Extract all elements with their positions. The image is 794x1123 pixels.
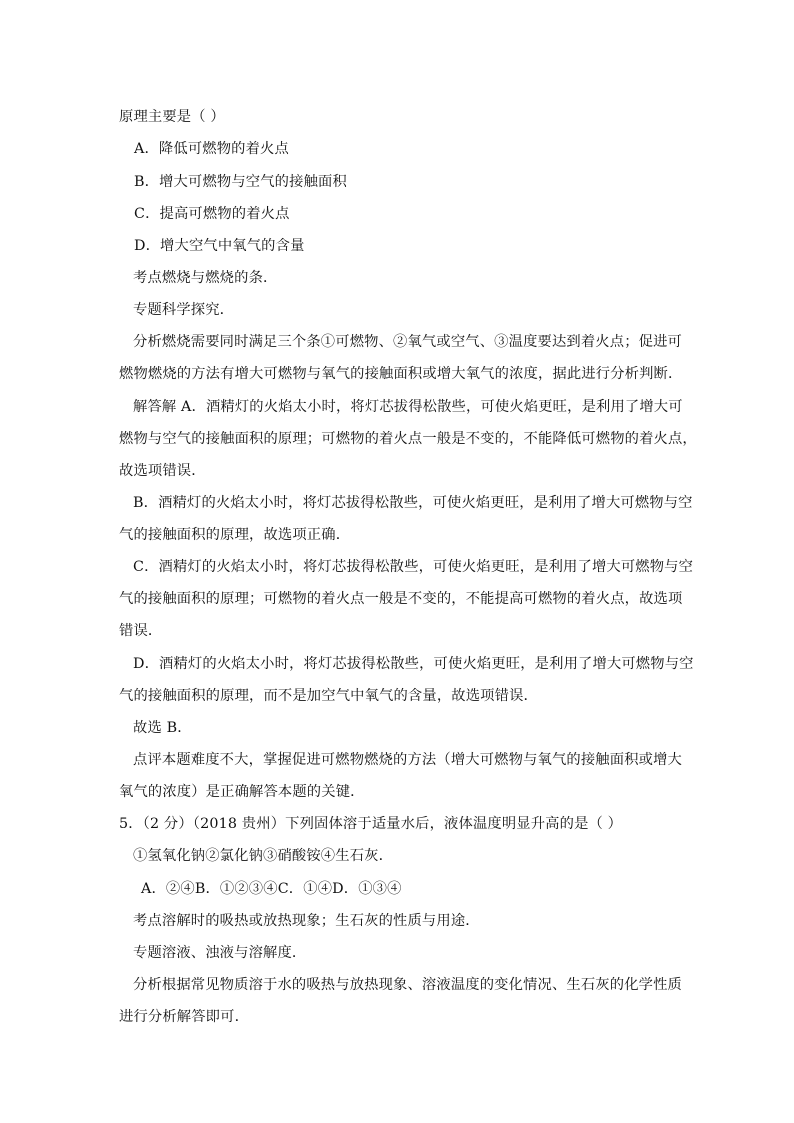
topic-5: 专题溶液、浊液与溶解度．: [133, 945, 307, 961]
answer-choice: 故选 B．: [133, 720, 192, 736]
option-c: C．提高可燃物的着火点: [134, 206, 290, 222]
comment-line-2: 氧气的浓度）是正确解答本题的关键．: [119, 784, 365, 800]
analysis-line-1: 分析燃烧需要同时满足三个条①可燃物、②氧气或空气、③温度要达到着火点；促进可: [133, 334, 682, 350]
option-a: A．降低可燃物的着火点: [134, 141, 289, 157]
solution-c-line-2: 气的接触面积的原理；可燃物的着火点一般是不变的，不能提高可燃物的着火点，故选项: [119, 591, 683, 607]
option-d: D．增大空气中氧气的含量: [134, 238, 305, 254]
key-point-5: 考点溶解时的吸热或放热现象；生石灰的性质与用途．: [133, 913, 480, 929]
question-5-stem: 5．（2 分）（2018 贵州）下列固体溶于适量水后，液体温度明显升高的是（ ）: [119, 816, 623, 832]
question-5-options: A．②④B．①②③④C．①④D．①③④: [141, 881, 402, 897]
key-point: 考点燃烧与燃烧的条．: [133, 270, 278, 286]
solution-b-line-2: 气的接触面积的原理，故选项正确．: [119, 527, 351, 543]
analysis-5-line-2: 进行分析解答即可．: [119, 1009, 250, 1025]
analysis-line-2: 燃物燃烧的方法有增大可燃物与氧气的接触面积或增大氧气的浓度，据此进行分析判断．: [119, 366, 683, 382]
question-stem-continuation: 原理主要是（ ）: [119, 109, 225, 125]
topic: 专题科学探究．: [133, 302, 235, 318]
solution-b-line-1: B．酒精灯的火焰太小时，将灯芯拔得松散些，可使火焰更旺，是利用了增大可燃物与空: [133, 495, 693, 511]
comment-line-1: 点评本题难度不大，掌握促进可燃物燃烧的方法（增大可燃物与氧气的接触面积或增大: [133, 752, 682, 768]
solution-c-line-1: C．酒精灯的火焰太小时，将灯芯拔得松散些，可使火焰更旺，是利用了增大可燃物与空: [133, 559, 694, 575]
option-b: B．增大可燃物与空气的接触面积: [134, 174, 347, 190]
solution-line-2: 燃物与空气的接触面积的原理；可燃物的着火点一般是不变的，不能降低可燃物的着火点，: [119, 431, 697, 447]
solution-d-line-2: 气的接触面积的原理，而不是加空气中氧气的含量，故选项错误．: [119, 688, 538, 704]
solution-c-line-3: 错误．: [119, 623, 163, 639]
analysis-5-line-1: 分析根据常见物质溶于水的吸热与放热现象、溶液温度的变化情况、生石灰的化学性质: [133, 977, 682, 993]
question-5-items: ①氢氧化钠②氯化钠③硝酸铵④生石灰．: [133, 848, 394, 864]
solution-line-3: 故选项错误．: [119, 463, 206, 479]
solution-d-line-1: D．酒精灯的火焰太小时，将灯芯拔得松散些，可使火焰更旺，是利用了增大可燃物与空: [133, 656, 694, 672]
solution-line-1: 解答解 A．酒精灯的火焰太小时，将灯芯拔得松散些，可使火焰更旺，是利用了增大可: [133, 399, 683, 415]
